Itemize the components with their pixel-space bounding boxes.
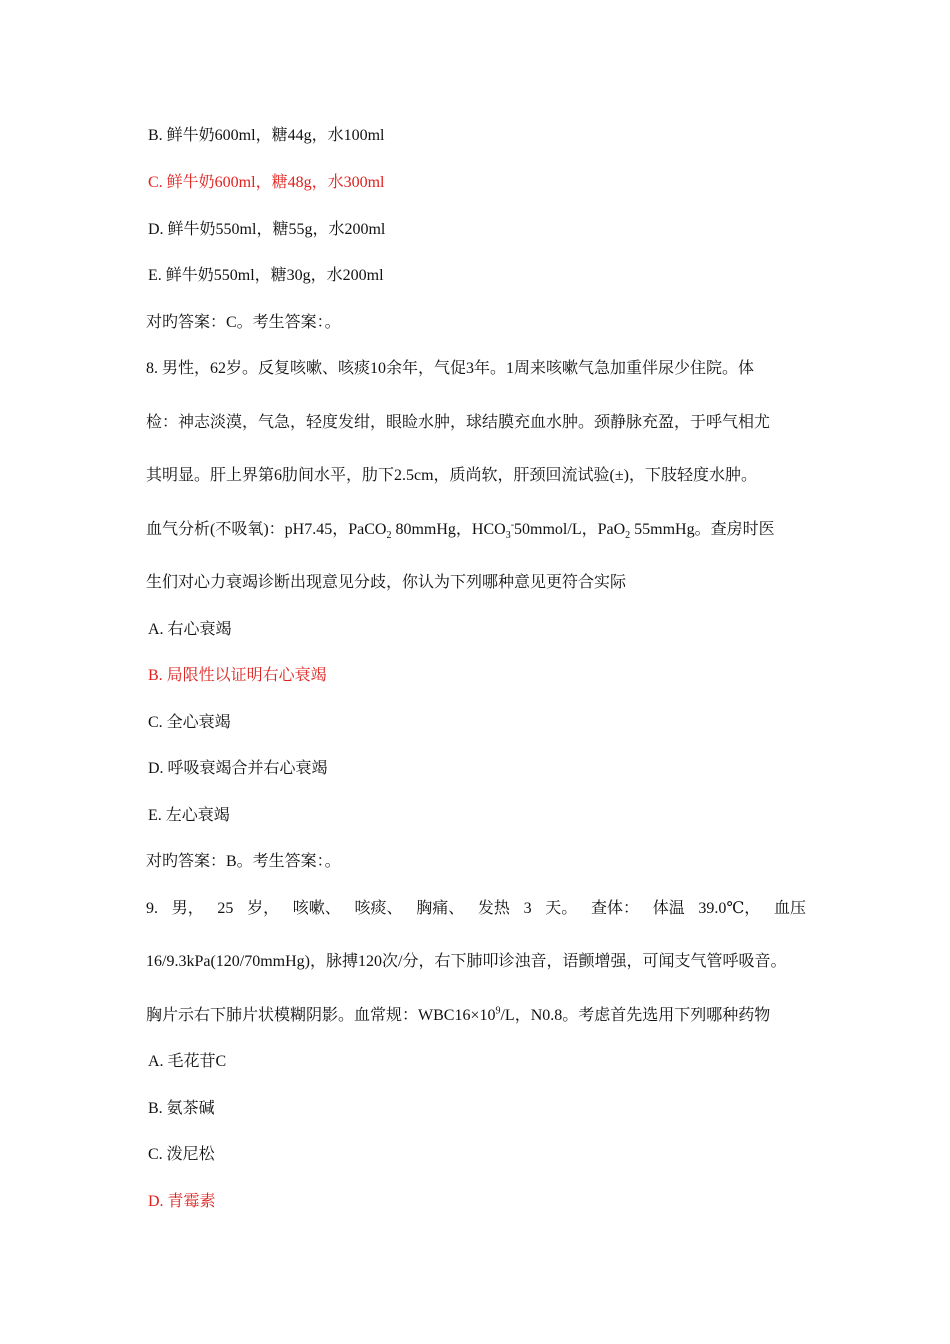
q8-option-c: C. 全心衰竭 [148, 714, 231, 731]
q8-stem-line-2: 检：神志淡漠，气急，轻度发绀，眼睑水肿，球结膜充血水肿。颈静脉充盈，于呼气相尤 [146, 414, 771, 431]
q7-option-e: E. 鲜牛奶550ml，糖30g，水200ml [148, 267, 384, 284]
q9-line1-part: 咳嗽、 [292, 900, 341, 917]
q9-line1-part: 咳痰、 [354, 900, 403, 917]
q8-option-b-correct: B. 局限性以证明右心衰竭 [148, 667, 327, 684]
q9-option-b: B. 氨茶碱 [148, 1100, 215, 1117]
q9-line3-text-a: 胸片示右下肺片状模糊阴影。血常规：WBC16×10 [146, 1007, 496, 1024]
q8-line4-text-c: 50mmol/L，PaO [514, 521, 626, 538]
q9-stem-line-3 [146, 1006, 770, 1026]
q9-line1-part: 25 [217, 900, 234, 917]
q9-line1-part: 血压 [773, 900, 806, 917]
q7-answer: 对旳答案：C。考生答案：。 [146, 314, 341, 331]
q8-stem-line-5: 生们对心力衰竭诊断出现意见分歧，你认为下列哪种意见更符合实际 [146, 574, 627, 591]
q8-option-d: D. 呼吸衰竭合并右心衰竭 [148, 760, 328, 777]
q9-line1-part: 胸痛、 [416, 900, 465, 917]
q8-stem-line-3: 其明显。肝上界第6肋间水平，肋下2.5cm，质尚软，肝颈回流试验(±)，下肢轻度水肿。 [146, 467, 757, 484]
q9-line1-part: 3 [523, 900, 532, 917]
q9-line1-part: 发热 [477, 900, 510, 917]
q9-option-a: A. 毛花苷C [148, 1053, 227, 1070]
q9-line1-part: 39.0℃， [698, 900, 761, 917]
q8-stem-line-4 [146, 520, 775, 540]
q8-line4-text-b: 80mmHg，HCO [391, 521, 506, 538]
q8-option-e: E. 左心衰竭 [148, 807, 230, 824]
q8-line4-text-a: 血气分析(不吸氧)：pH7.45，PaCO [146, 521, 387, 538]
q9-line3-text-b: /L，N0.8。考虑首先选用下列哪种药物 [500, 1007, 771, 1024]
q8-line4-text-d: 55mmHg。查房时医 [630, 521, 775, 538]
q8-line4-sub-2: 3 [505, 530, 511, 542]
q8-line4-sub-3: 2 [625, 530, 631, 542]
q9-line1-part: 岁， [247, 900, 280, 917]
q8-option-a: A. 右心衰竭 [148, 621, 232, 638]
q9-line3-sup: 9 [495, 1005, 501, 1017]
q9-stem-line-1 [146, 899, 806, 919]
q8-stem-line-1: 8. 男性，62岁。反复咳嗽、咳痰10余年，气促3年。1周来咳嗽气急加重伴尿少住院。体 [146, 360, 755, 377]
q8-answer: 对旳答案：B。考生答案：。 [146, 853, 341, 870]
q7-option-c-correct: C. 鲜牛奶600ml，糖48g，水300ml [148, 174, 385, 191]
q9-stem-line-2: 16/9.3kPa(120/70mmHg)，脉搏120次/分，右下肺叩诊浊音，语颤增强，可闻支气管呼吸音。 [146, 953, 787, 970]
q8-line4-sup: - [510, 519, 515, 531]
q9-line1-part: 体温 [652, 900, 685, 917]
q9-line1-part: 9. [146, 900, 158, 917]
q9-line1-part: 男， [171, 900, 204, 917]
q9-line1-part: 查体： [590, 900, 639, 917]
q7-option-d: D. 鲜牛奶550ml，糖55g，水200ml [148, 221, 386, 238]
q7-option-b: B. 鲜牛奶600ml，糖44g，水100ml [148, 127, 385, 144]
q9-line1-part: 天。 [545, 900, 578, 917]
q9-option-c: C. 泼尼松 [148, 1146, 215, 1163]
q9-option-d-correct: D. 青霉素 [148, 1193, 216, 1210]
q8-line4-sub-1: 2 [386, 530, 392, 542]
